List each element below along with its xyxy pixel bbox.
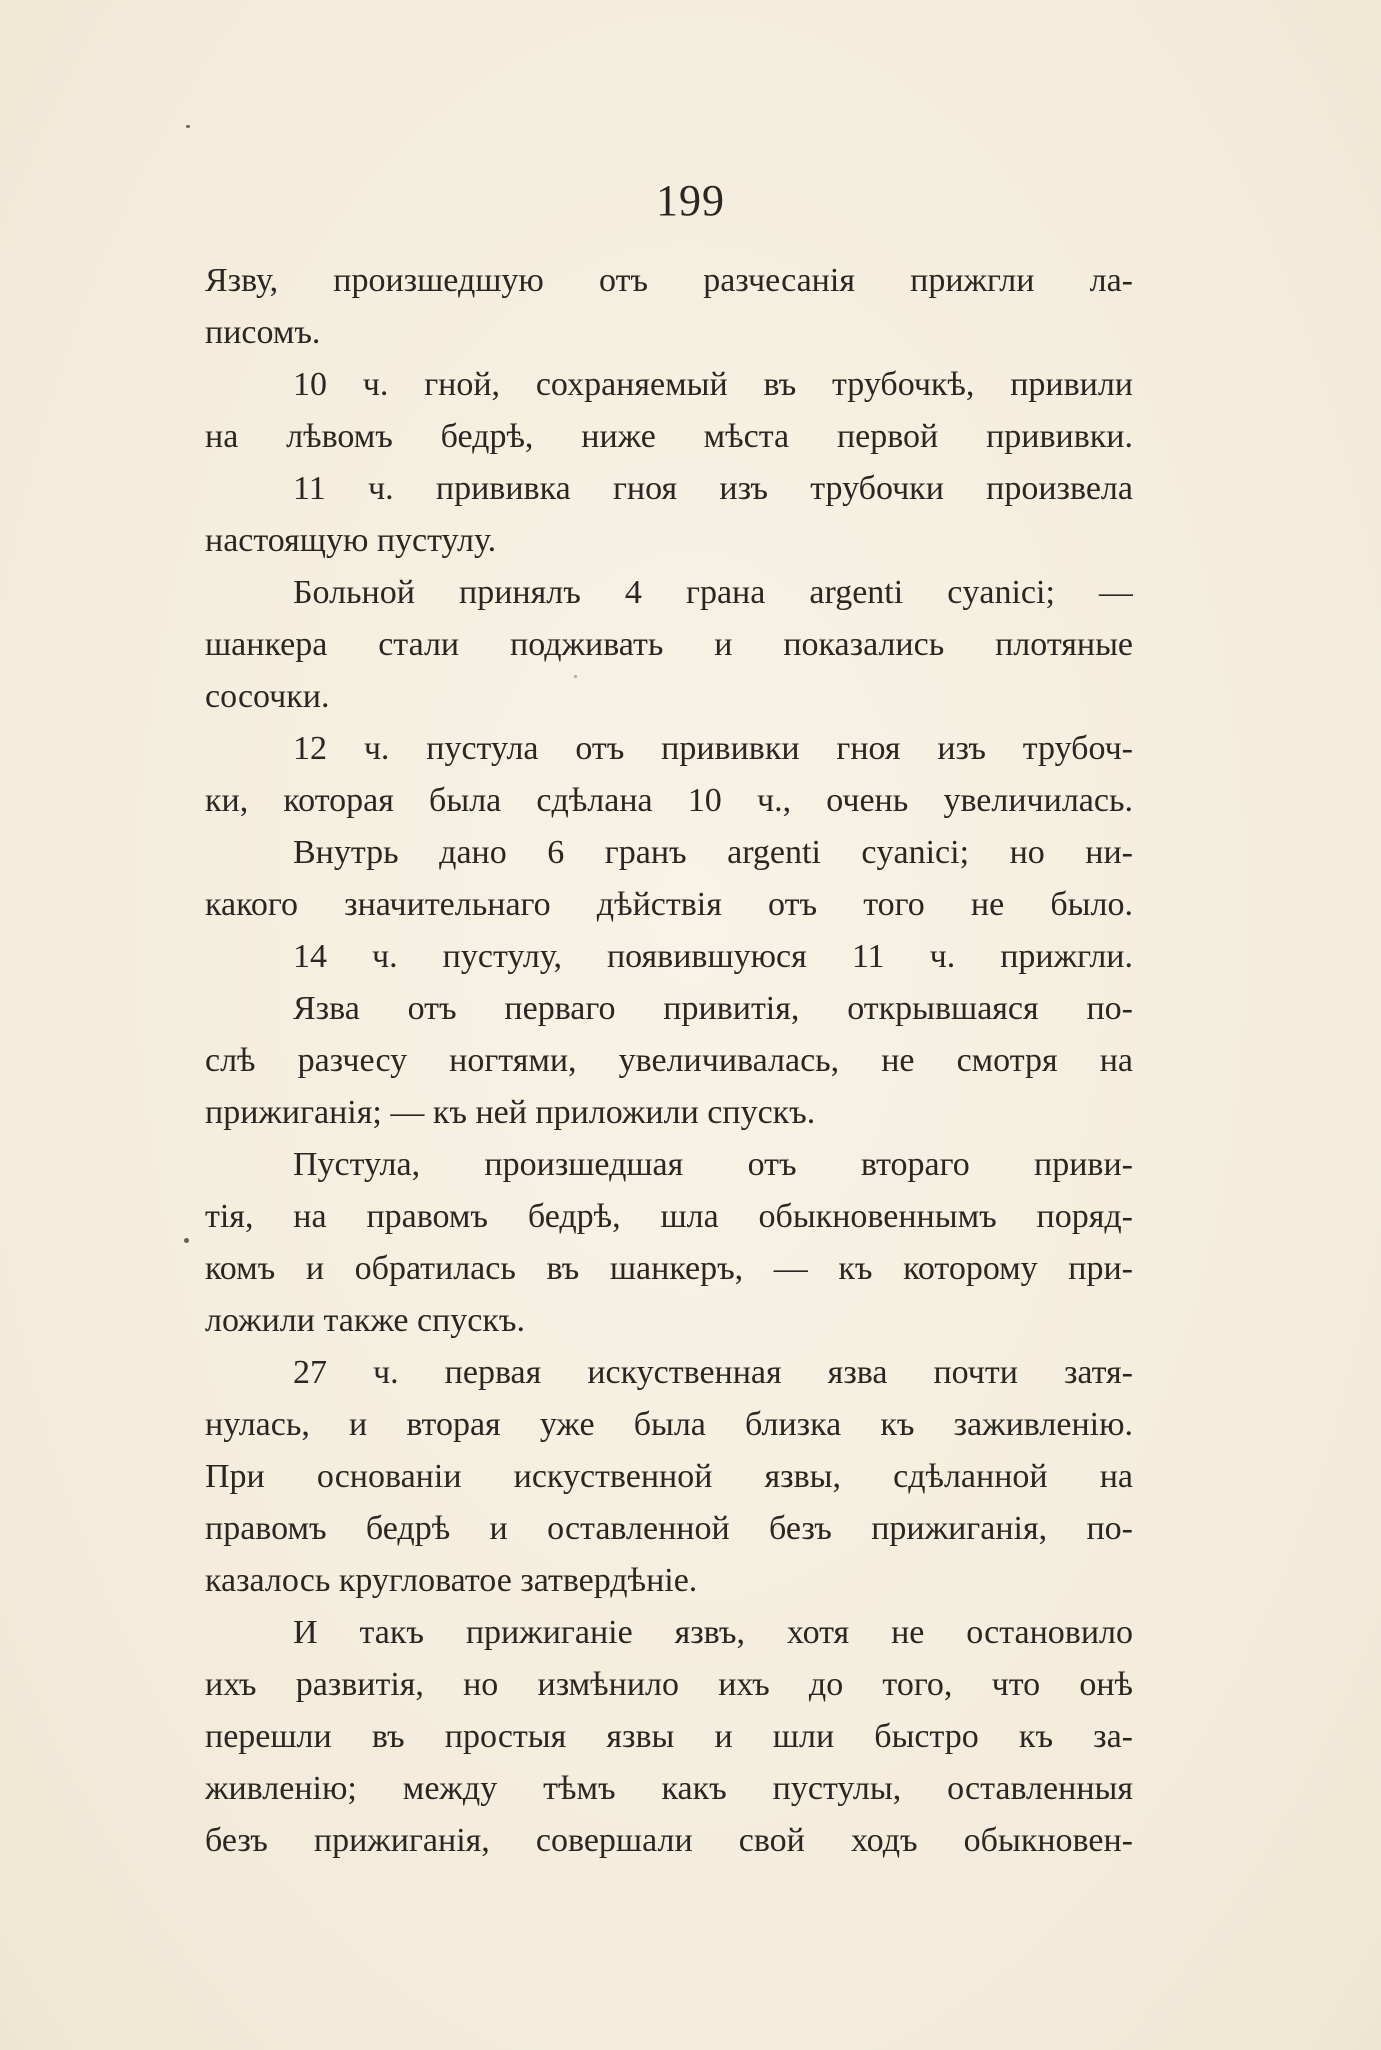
text-line: сосочки. (205, 678, 330, 715)
text-line: 11 ч. прививка гноя изъ трубочки произвела (293, 470, 1133, 507)
text-line: живленію; между тѣмъ какъ пустулы, оставленныя (205, 1770, 1133, 1807)
text-line: Больной принялъ 4 грана argenti cyanici; — (293, 574, 1133, 611)
text-line: на лѣвомъ бедрѣ, ниже мѣста первой прививки. (205, 418, 1133, 455)
text-line: 27 ч. первая искуственная язва почти затя- (293, 1354, 1133, 1391)
text-line: ки, которая была сдѣлана 10 ч., очень увеличилась. (205, 782, 1133, 819)
text-line: шанкера стали подживать и показались плотяные (205, 626, 1133, 663)
ink-speck (186, 125, 190, 128)
text-line: И такъ прижиганіе язвъ, хотя не остановило (293, 1614, 1133, 1651)
text-line: Язва отъ перваго привитія, открывшаяся по- (293, 990, 1133, 1027)
text-line: писомъ. (205, 314, 321, 351)
text-line: Внутрь дано 6 гранъ argenti cyanici; но ни- (293, 834, 1133, 871)
page-number: 199 (656, 176, 725, 225)
text-line: Язву, произшедшую отъ разчесанія прижгли ла- (205, 262, 1133, 299)
text-line: слѣ разчесу ногтями, увеличивалась, не смотря на (205, 1042, 1133, 1079)
text-line: комъ и обратилась въ шанкеръ, — къ которому при- (205, 1250, 1133, 1287)
text-line: ихъ развитія, но измѣнило ихъ до того, что онѣ (205, 1666, 1133, 1703)
text-line: безъ прижиганія, совершали свой ходъ обыкновен- (205, 1822, 1133, 1859)
text-line: тія, на правомъ бедрѣ, шла обыкновеннымъ поряд- (205, 1198, 1133, 1235)
text-line: ложили также спускъ. (205, 1302, 525, 1339)
text-line: казалось кругловатое затвердѣніе. (205, 1562, 698, 1599)
text-line: 14 ч. пустулу, появившуюся 11 ч. прижгли. (293, 938, 1133, 975)
text-line: нулась, и вторая уже была близка къ заживленію. (205, 1406, 1133, 1443)
text-line: настоящую пустулу. (205, 522, 497, 559)
text-line: прижиганія; — къ ней приложили спускъ. (205, 1094, 816, 1131)
ink-speck (184, 1238, 189, 1243)
text-line: Пустула, произшедшая отъ втораго приви- (293, 1146, 1133, 1183)
text-line: перешли въ простыя язвы и шли быстро къ за- (205, 1718, 1133, 1755)
ink-speck (574, 675, 577, 678)
text-line: какого значительнаго дѣйствія отъ того не было. (205, 886, 1133, 923)
text-line: 10 ч. гной, сохраняемый въ трубочкѣ, привили (293, 366, 1133, 403)
text-line: 12 ч. пустула отъ прививки гноя изъ трубоч- (293, 730, 1133, 767)
body-text (205, 255, 1133, 1867)
text-line: При основаніи искуственной язвы, сдѣланной на (205, 1458, 1133, 1495)
text-line: правомъ бедрѣ и оставленной безъ прижиганія, по- (205, 1510, 1133, 1547)
